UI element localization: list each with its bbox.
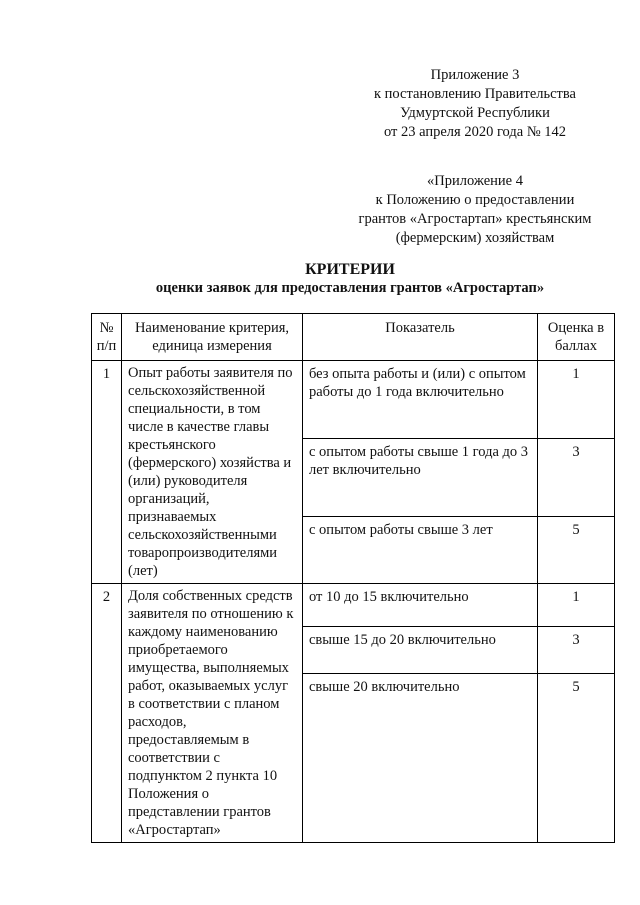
original-appendix-line: «Приложение 4 — [427, 173, 523, 189]
document-title: КРИТЕРИИ — [305, 261, 395, 278]
score-cell: 3 — [538, 438, 615, 516]
document-subtitle: оценки заявок для предоставления грантов «Агростартап» — [155, 280, 545, 296]
table-header-row — [92, 314, 615, 361]
original-appendix-reference — [330, 172, 620, 248]
header-indicator: Показатель — [303, 314, 538, 361]
header-score: Оценка в баллах — [538, 314, 615, 361]
header-number: № п/п — [92, 314, 122, 361]
appendix-reference — [350, 66, 600, 142]
indicator-cell: свыше 20 включительно — [303, 674, 538, 843]
appendix-reference-line: Приложение 3 — [430, 67, 520, 83]
score-cell: 1 — [538, 361, 615, 439]
appendix-reference-line: Удмуртской Республики — [400, 105, 550, 121]
score-cell: 1 — [538, 584, 615, 627]
original-appendix-line: грантов «Агростартап» крестьянским — [358, 211, 592, 227]
score-cell: 5 — [538, 674, 615, 843]
indicator-cell: с опытом работы свыше 3 лет — [303, 516, 538, 583]
appendix-reference-line: к постановлению Правительства — [374, 86, 576, 102]
criterion-name: Опыт работы заявителя по сельскохозяйственной специальности, в том числе в качестве главы крестьянского (фермерского) хозяйства и (или) руководителя организаций, признаваемых сельскохозяйственными товаропроизводителями (лет) — [122, 361, 303, 584]
table-row — [92, 584, 615, 627]
criteria-table — [91, 313, 615, 843]
score-cell: 3 — [538, 626, 615, 673]
indicator-cell: от 10 до 15 включительно — [303, 584, 538, 627]
criterion-number: 2 — [92, 584, 122, 843]
original-appendix-line: (фермерским) хозяйствам — [395, 230, 555, 246]
indicator-cell: с опытом работы свыше 1 года до 3 лет включительно — [303, 438, 538, 516]
score-cell: 5 — [538, 516, 615, 583]
appendix-reference-line: от 23 апреля 2020 года № 142 — [383, 124, 567, 140]
indicator-cell: без опыта работы и (или) с опытом работы до 1 года включительно — [303, 361, 538, 439]
original-appendix-line: к Положению о предоставлении — [375, 192, 575, 208]
indicator-cell: свыше 15 до 20 включительно — [303, 626, 538, 673]
criterion-number: 1 — [92, 361, 122, 584]
criterion-name: Доля собственных средств заявителя по отношению к каждому наименованию приобретаемого имущества, выполняемых работ, оказываемых услуг в соответствии с планом расходов, предоставляемым в соответствии с подпунктом 2 пункта 10 Положения о представлении грантов «Агростартап» — [122, 584, 303, 843]
header-criterion-name: Наименование критерия, единица измерения — [122, 314, 303, 361]
table-row — [92, 361, 615, 439]
